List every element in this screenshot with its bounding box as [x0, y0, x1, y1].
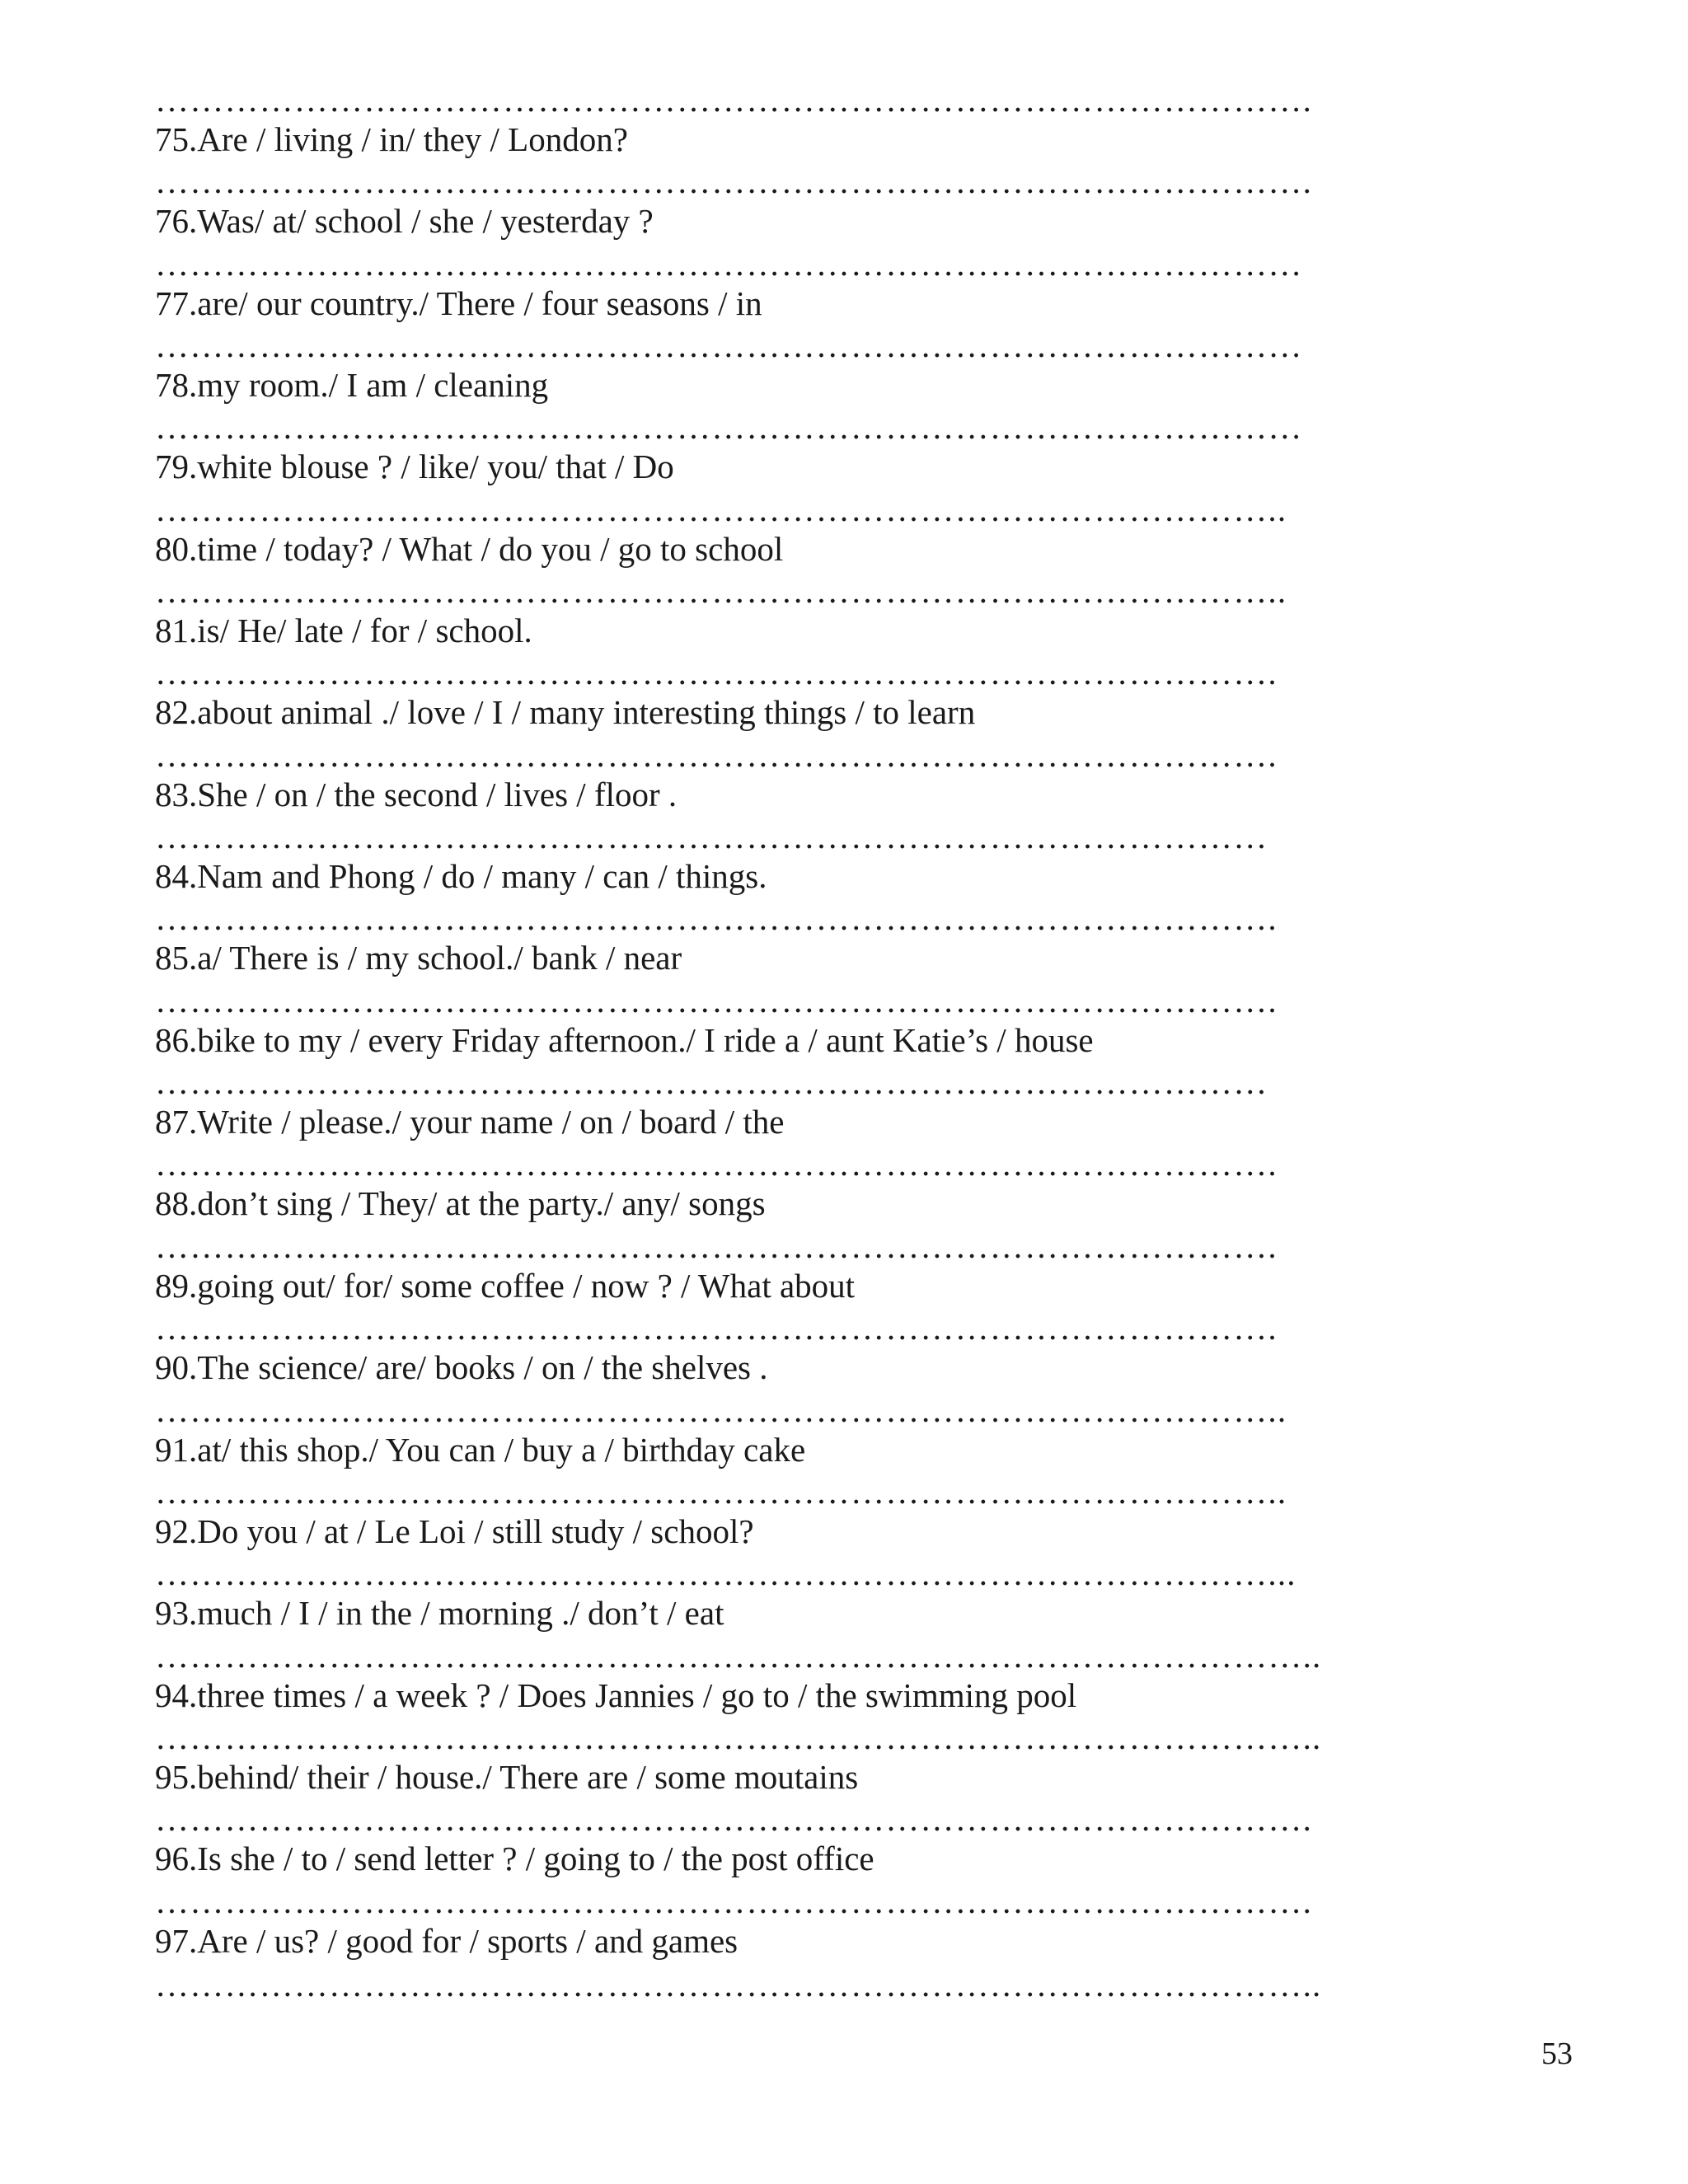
answer-line: ………………………………………………………………………………………	[155, 326, 1303, 365]
exercise-87	[155, 1063, 1441, 1145]
exercise-prompt: 91.at/ this shop./ You can / buy a / birthday cake	[155, 1430, 806, 1469]
exercise-86	[155, 982, 1441, 1063]
answer-line: …………………………………………………………………………………….	[155, 1145, 1278, 1183]
exercise-prompt: 95.behind/ their / house./ There are / some moutains	[155, 1757, 859, 1796]
exercise-prompt: 90.The science/ are/ books / on / the shelves .	[155, 1348, 768, 1387]
exercise-prompt: 89.going out/ for/ some coffee / now ? / What about	[155, 1266, 856, 1305]
exercise-78	[155, 326, 1441, 408]
exercise-prompt: 78.my room./ I am / cleaning	[155, 366, 549, 405]
exercise-prompt: 93.much / I / in the / morning ./ don’t / eat	[155, 1594, 724, 1633]
answer-line: ……………………………………………………………………………………	[155, 1063, 1268, 1102]
exercise-82	[155, 654, 1441, 735]
answer-line: …………………………………………………………………………………….	[155, 1309, 1278, 1347]
answer-line: ……………………………………………………………………………………….	[155, 1800, 1313, 1839]
exercise-prompt: 79.white blouse ? / like/ you/ that / Do	[155, 448, 674, 486]
exercise-84	[155, 818, 1441, 899]
exercise-83	[155, 736, 1441, 818]
answer-line: …………………………………………………………………………………….	[155, 981, 1278, 1019]
exercise-76	[155, 162, 1441, 244]
answer-line: ……………………………………………………………………………………….	[155, 1882, 1313, 1920]
answer-line: …………………………………………………………………………………….	[155, 654, 1278, 692]
answer-line: ………………………………………………………………………………………..	[155, 1718, 1322, 1756]
exercise-89	[155, 1227, 1441, 1309]
exercise-91	[155, 1391, 1441, 1473]
page-number: 53	[1541, 2036, 1573, 2071]
answer-line: ……………………………………………………………………………………..	[155, 572, 1287, 611]
exercise-94	[155, 1637, 1441, 1718]
exercise-prompt: 97.Are / us? / good for / sports / and games	[155, 1921, 738, 1960]
exercise-prompt: 85.a/ There is / my school./ bank / near	[155, 939, 682, 977]
exercise-96	[155, 1800, 1441, 1882]
answer-line: ………………………………………………………………………………………	[155, 244, 1303, 283]
exercise-prompt: 92.Do you / at / Le Loi / still study / school?	[155, 1511, 754, 1550]
exercise-prompt: 96.Is she / to / send letter ? / going to / the post office	[155, 1840, 874, 1878]
exercise-97	[155, 1882, 1441, 1964]
exercise-81	[155, 572, 1441, 654]
answer-line: ……………………………………………………………………………………..	[155, 490, 1287, 528]
answer-line: …………………………………………………………………………………….	[155, 735, 1278, 774]
answer-line: ……………………………………………………………………………………….	[155, 81, 1313, 119]
exercise-77	[155, 245, 1441, 326]
exercise-prompt: 84.Nam and Phong / do / many / can / things.	[155, 857, 767, 896]
answer-line: ……………………………………………………………………………………..	[155, 1472, 1287, 1511]
exercise-79	[155, 408, 1441, 490]
exercise-prompt: 94.three times / a week ? / Does Jannies / go to / the swimming pool	[155, 1675, 1077, 1714]
answer-line: …………………………………………………………………………………….	[155, 899, 1278, 938]
final-answer-line: ………………………………………………………………………………………..	[155, 1966, 1322, 2004]
exercise-80	[155, 490, 1441, 572]
exercise-88	[155, 1145, 1441, 1226]
exercise-93	[155, 1554, 1441, 1636]
exercise-prompt: 88.don’t sing / They/ at the party./ any/ songs	[155, 1184, 766, 1223]
exercise-prompt: 80.time / today? / What / do you / go to school	[155, 529, 784, 568]
exercise-prompt: 75.Are / living / in/ they / London?	[155, 120, 628, 158]
exercise-prompt: 81.is/ He/ late / for / school.	[155, 612, 532, 650]
exercise-prompt: 86.bike to my / every Friday afternoon./ I ride a / aunt Katie’s / house	[155, 1020, 1094, 1059]
exercise-85	[155, 899, 1441, 981]
exercise-prompt: 87.Write / please./ your name / on / board / the	[155, 1103, 785, 1141]
answer-line: ……………………………………………………………………………………...	[155, 1554, 1296, 1593]
exercise-prompt: 76.Was/ at/ school / she / yesterday ?	[155, 202, 654, 241]
exercise-list	[155, 81, 1441, 1964]
answer-line: …………………………………………………………………………………….	[155, 1226, 1278, 1265]
exercise-92	[155, 1473, 1441, 1554]
exercise-prompt: 83.She / on / the second / lives / floor .	[155, 775, 678, 813]
exercise-75	[155, 81, 1441, 162]
exercise-95	[155, 1718, 1441, 1800]
exercise-prompt: 82.about animal ./ love / I / many interesting things / to learn	[155, 693, 976, 732]
exercise-90	[155, 1309, 1441, 1390]
answer-line: ……………………………………………………………………………………	[155, 818, 1268, 856]
answer-line: ………………………………………………………………………………………..	[155, 1636, 1322, 1675]
answer-line: ……………………………………………………………………………………….	[155, 162, 1313, 201]
exercise-prompt: 77.are/ our country./ There / four seasons / in	[155, 284, 762, 322]
answer-line: ………………………………………………………………………………………	[155, 408, 1303, 447]
answer-line: ……………………………………………………………………………………..	[155, 1390, 1287, 1429]
